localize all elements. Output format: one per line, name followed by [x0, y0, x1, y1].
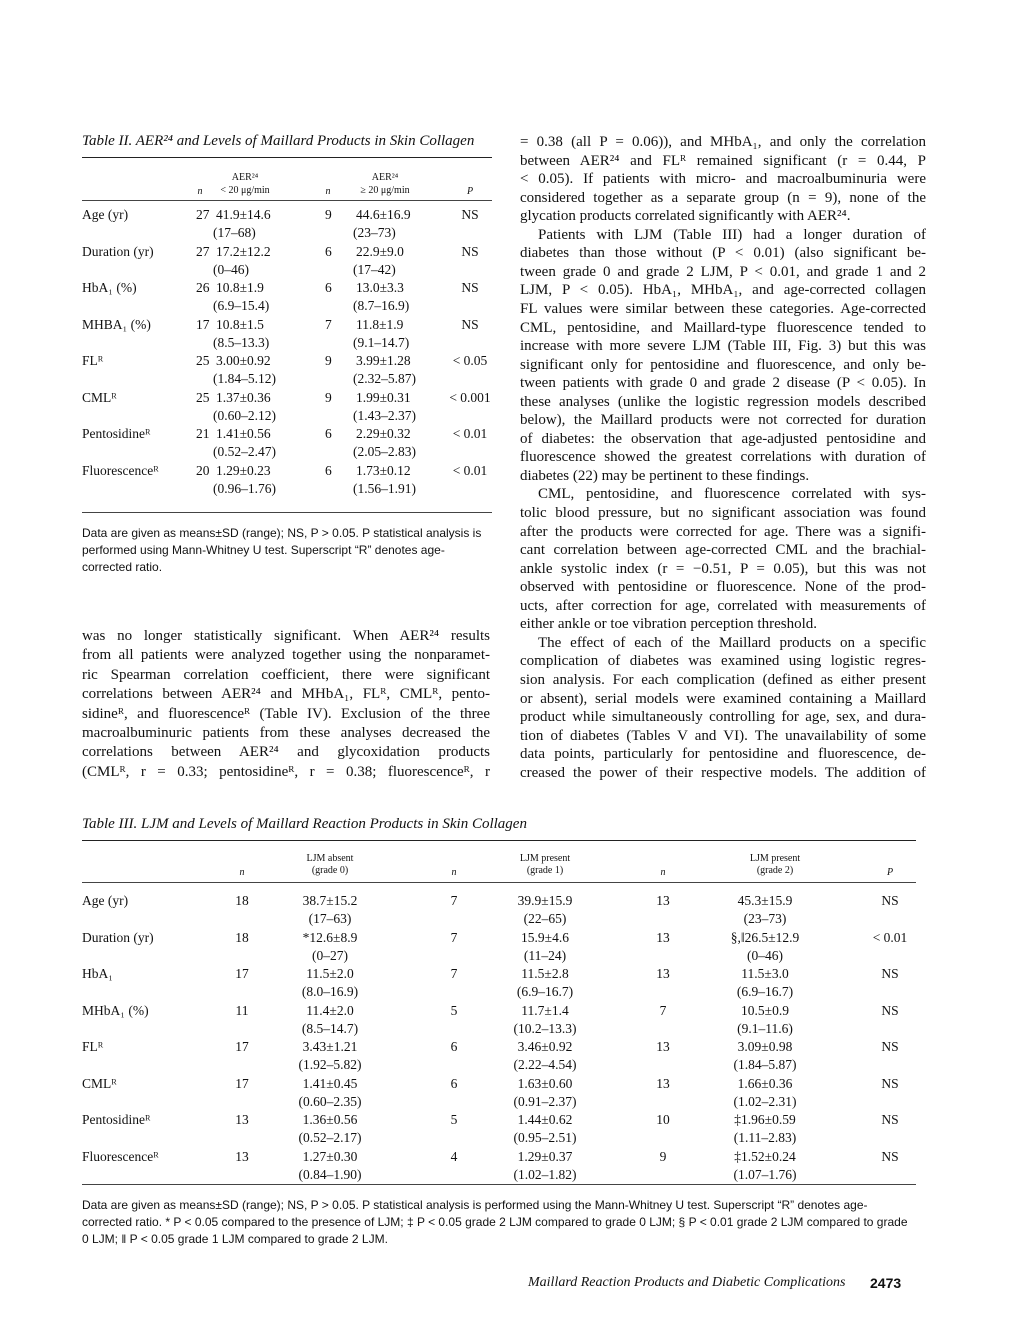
cell-p: NS: [881, 1075, 899, 1091]
row-label: FLᴿ: [82, 353, 104, 368]
text-line: between AER²⁴ and FLᴿ remained significant (r = 0.44, P: [520, 152, 926, 169]
table3-header-c3-bottom: (grade 2): [756, 865, 794, 876]
text-line: of diabetes: the observation that age-adjusted pentosidine and: [520, 430, 926, 447]
cell-p: NS: [881, 1112, 899, 1127]
text-line: LJM, P < 0.05). HbA₁, MHbA₁, and age-corrected collagen: [520, 282, 926, 299]
cell-range2: (6.9–16.7): [516, 984, 574, 999]
cell-range1: (0.60–2.35): [298, 1093, 362, 1109]
cell-range1: (8.5–14.7): [301, 1020, 359, 1036]
cell-n2: 9: [325, 389, 332, 405]
cell-n1: 17: [235, 1075, 249, 1091]
cell-n3: 7: [659, 1002, 667, 1018]
text-line: diabetes (22) may be pertinent to these findings.: [520, 467, 810, 484]
text-line: these analyses (unlike the logistic regression models described: [520, 393, 926, 410]
table2-note: Data are given as means±SD (range); NS, P > 0.05. P statistical analysis is performed using Mann-Whitney U test. Superscript “R” denotes age-corrected ratio.: [82, 526, 482, 574]
text-line: The effect of each of the Maillard products on a specific: [538, 634, 926, 651]
cell-n1: 17: [235, 1039, 249, 1054]
cell-n2: 5: [450, 1002, 458, 1018]
table2-header-n2: n: [325, 186, 331, 197]
cell-n2: 7: [325, 316, 332, 332]
cell-p: < 0.001: [449, 389, 491, 405]
text-line: ankle systolic index (r = −0.51, P = 0.05), but this was not: [520, 560, 926, 577]
row-label: Duration (yr): [82, 243, 154, 259]
cell-value2: 39.9±15.9: [517, 893, 573, 908]
row-label: MHBA₁ (%): [82, 316, 151, 332]
cell-value2: 1.73±0.12: [356, 462, 411, 478]
cell-range2: (1.56–1.91): [353, 480, 416, 496]
cell-value2: 11.7±1.4: [521, 1002, 569, 1018]
cell-value3: 10.5±0.9: [741, 1002, 789, 1018]
text-line: or absent), serial models were examined containing a Maillard: [520, 690, 926, 707]
cell-value3: 11.5±3.0: [741, 966, 789, 981]
cell-range1: (17–68): [213, 225, 256, 240]
cell-value2: 11.8±1.9: [356, 316, 404, 332]
cell-value3: 3.09±0.98: [737, 1039, 793, 1054]
table3-bottom-rule: [82, 1184, 916, 1185]
text-line: CML, pentosidine, and Maillard-type fluorescence tended to: [520, 319, 926, 336]
row-label: HbA₁: [82, 966, 113, 981]
cell-value3: ‡1.52±0.24: [734, 1148, 796, 1164]
cell-range1: (0.96–1.76): [213, 480, 276, 496]
table3-header-c1-top: LJM absent: [306, 853, 354, 864]
table2-header-col2-bottom: ≥ 20 μg/min: [360, 185, 410, 196]
cell-value2: 11.5±2.8: [521, 966, 569, 981]
cell-range1: (1.92–5.82): [298, 1057, 362, 1072]
text-line: CML, pentosidine, and fluorescence correlated with sys-: [538, 486, 926, 503]
text-line: sidineᴿ, and fluorescenceᴿ (Table IV). Exclusion of the three: [82, 705, 490, 722]
row-label: FLᴿ: [82, 1039, 104, 1054]
cell-value1: 41.9±14.6: [216, 207, 271, 222]
table2-header-col2-top: AER²⁴: [371, 172, 399, 183]
cell-value1: 1.41±0.45: [302, 1075, 358, 1091]
cell-n1: 26: [196, 280, 210, 295]
cell-range2: (17–42): [353, 261, 396, 277]
cell-n3: 13: [656, 893, 670, 908]
cell-p: NS: [881, 1148, 899, 1164]
text-line: cant correlation between age-corrected CML and the brachial-: [520, 542, 926, 559]
table3-caption: Table III. LJM and Levels of Maillard Reaction Products in Skin Collagen: [82, 816, 527, 832]
table2-header-n1: n: [197, 186, 203, 197]
table3-header-n2: n: [451, 867, 457, 878]
cell-value2: 15.9±4.6: [521, 929, 569, 945]
cell-value1: 17.2±12.2: [216, 243, 271, 259]
cell-range3: (1.07–1.76): [733, 1166, 797, 1182]
text-line: tween patients with grade 0 and grade 2 disease (P < 0.05). In: [520, 375, 926, 392]
row-label: CMLᴿ: [82, 1075, 117, 1091]
cell-value3: 1.66±0.36: [737, 1075, 793, 1091]
text-line: diabetes than those without (P < 0.01) (also significant be-: [520, 245, 926, 262]
cell-p: NS: [881, 1039, 899, 1054]
cell-value2: 2.29±0.32: [356, 426, 411, 441]
table2-bottom-rule: [82, 512, 492, 513]
cell-p: NS: [881, 966, 899, 981]
cell-n2: 6: [450, 1075, 458, 1091]
cell-n2: 6: [325, 280, 332, 295]
cell-p: < 0.01: [452, 426, 488, 441]
text-line: either ankle or toe vibration perception threshold.: [520, 616, 817, 633]
cell-n1: 18: [235, 893, 249, 908]
cell-value2: 1.29±0.37: [517, 1148, 573, 1164]
row-label: Fluorescenceᴿ: [82, 462, 159, 478]
cell-range1: (0.60–2.12): [213, 407, 276, 423]
cell-n2: 7: [450, 966, 458, 981]
cell-range2: (9.1–14.7): [353, 334, 410, 350]
text-line: correlations between AER²⁴ and MHbA₁, FLᴿ, CMLᴿ, pento-: [82, 686, 490, 703]
cell-n2: 6: [325, 243, 332, 259]
cell-range2: (1.02–1.82): [513, 1166, 577, 1182]
text-line: fluorescence showed the greatest correlations with duration of: [520, 449, 926, 466]
text-line: ucts, after correction for age, correlated with measurements of: [520, 597, 926, 614]
cell-n3: 9: [659, 1148, 667, 1164]
text-line: Patients with LJM (Table III) had a longer duration of: [538, 226, 926, 243]
cell-n2: 7: [450, 929, 458, 945]
cell-range1: (0.52–2.47): [213, 444, 276, 459]
table3-header-n3: n: [660, 867, 666, 878]
text-line: creased the power of their respective models. The addition of: [520, 764, 926, 781]
text-line: from all patients were analyzed together using the nonparamet-: [82, 647, 490, 664]
cell-range3: (1.11–2.83): [733, 1130, 797, 1145]
cell-range2: (0.95–2.51): [513, 1130, 577, 1145]
text-line: was no longer statistically significant. When AER²⁴ results: [82, 628, 490, 644]
table2-header-p: P: [466, 186, 474, 197]
cell-value1: 1.27±0.30: [302, 1148, 358, 1164]
table2-header-col1-bottom: < 20 μg/min: [220, 185, 270, 196]
text-line: significant only for pentosidine and fluorescence, and only be-: [520, 356, 926, 373]
cell-n1: 27: [196, 207, 210, 222]
table3-header-c1-bottom: (grade 0): [311, 865, 349, 876]
cell-value2: 22.9±9.0: [356, 243, 404, 259]
cell-n2: 7: [450, 893, 458, 908]
cell-n3: 13: [656, 929, 670, 945]
cell-range1: (0–46): [213, 261, 249, 277]
cell-n1: 13: [235, 1148, 249, 1164]
cell-value1: 1.37±0.36: [216, 389, 271, 405]
cell-range2: (23–73): [353, 225, 396, 240]
cell-n3: 10: [656, 1112, 670, 1127]
cell-range1: (0.52–2.17): [298, 1130, 362, 1145]
cell-n3: 13: [656, 1039, 670, 1054]
cell-value1: 1.41±0.56: [216, 426, 271, 441]
cell-n1: 27: [196, 243, 210, 259]
cell-value1: 1.29±0.23: [216, 462, 271, 478]
table2-header-col1-top: AER²⁴: [231, 172, 259, 183]
page-number: 2473: [870, 1275, 902, 1291]
cell-range2: (2.22–4.54): [513, 1057, 577, 1072]
cell-n2: 4: [450, 1148, 458, 1164]
text-line: macroalbuminuric patients from these analyses decreased the: [82, 725, 490, 741]
table3-header-p: P: [886, 867, 894, 878]
cell-value1: 38.7±15.2: [302, 893, 358, 908]
row-label: Pentosidineᴿ: [82, 1112, 151, 1127]
cell-value1: 11.5±2.0: [306, 966, 354, 981]
cell-range2: (22–65): [523, 911, 567, 926]
row-label: HbA₁ (%): [82, 280, 137, 295]
cell-range2: (11–24): [523, 947, 567, 963]
cell-n2: 6: [325, 426, 332, 441]
cell-range2: (10.2–13.3): [513, 1020, 577, 1036]
cell-p: NS: [881, 1002, 899, 1018]
row-label: Fluorescenceᴿ: [82, 1148, 159, 1164]
cell-n2: 6: [325, 462, 332, 478]
cell-range2: (0.91–2.37): [513, 1093, 577, 1109]
cell-n1: 13: [235, 1112, 249, 1127]
text-line: product while simultaneously controlling for age, sex, and dura-: [520, 709, 926, 726]
cell-n1: 11: [235, 1002, 249, 1018]
cell-range2: (2.05–2.83): [353, 444, 416, 459]
cell-value1: *12.6±8.9: [302, 929, 358, 945]
cell-p: NS: [461, 316, 479, 332]
cell-value2: 3.46±0.92: [517, 1039, 573, 1054]
cell-value3: 45.3±15.9: [737, 893, 793, 908]
cell-range1: (0–27): [312, 947, 348, 963]
cell-p: < 0.05: [452, 353, 488, 368]
table2-caption: Table II. AER²⁴ and Levels of Maillard Products in Skin Collagen: [82, 133, 475, 149]
table3-note: Data are given as means±SD (range); NS, P > 0.05. P statistical analysis is performed using the Mann-Whitney U test. Superscript “R” denotes age-corrected ratio. * P < 0.05 compared to the presence of LJM; ‡ P < 0.05 grade 2 LJM compared to grade 0 LJM; § P < 0.01 grade 2 LJM compared to grade 0 LJM; ‖ P < 0.05 grade 1 LJM compared to grade 2 LJM.: [82, 1198, 908, 1246]
text-line: tolic blood pressure, but no significant association was found: [520, 505, 926, 521]
cell-range3: (9.1–11.6): [737, 1020, 793, 1036]
text-line: correlations between AER²⁴ and glycoxidation products: [82, 744, 490, 761]
running-title: Maillard Reaction Products and Diabetic Complications: [528, 1275, 846, 1290]
cell-value3: §,‖26.5±12.9: [730, 929, 800, 945]
cell-value1: 1.36±0.56: [302, 1112, 358, 1127]
text-line: observed with pentosidine or fluorescence. None of the prod-: [520, 579, 926, 596]
cell-n1: 17: [196, 316, 210, 332]
cell-range1: (17–63): [308, 911, 352, 926]
row-label: Duration (yr): [82, 929, 154, 945]
cell-range3: (6.9–16.7): [736, 984, 794, 999]
cell-n3: 13: [656, 966, 670, 981]
row-label: CMLᴿ: [82, 389, 117, 405]
text-line: increase with more severe LJM (Table III, Fig. 3) but this was: [520, 338, 926, 355]
cell-n1: 21: [196, 426, 210, 441]
cell-value1: 3.00±0.92: [216, 353, 271, 368]
cell-value2: 44.6±16.9: [356, 207, 411, 222]
cell-n1: 20: [196, 462, 210, 478]
cell-value2: 13.0±3.3: [356, 280, 404, 295]
cell-n1: 25: [196, 353, 210, 368]
cell-n1: 25: [196, 389, 210, 405]
text-line: tion of diabetes (Tables V and VI). The unavailability of some: [520, 727, 926, 744]
row-label: MHbA₁ (%): [82, 1002, 149, 1018]
text-line: ric Spearman correlation coefficient, there were significant: [82, 666, 490, 683]
cell-range2: (2.32–5.87): [353, 371, 416, 386]
cell-range1: (0.84–1.90): [298, 1166, 362, 1182]
table2-header-rule: [82, 200, 492, 201]
cell-p: NS: [461, 243, 479, 259]
cell-value1: 10.8±1.9: [216, 280, 264, 295]
cell-n2: 9: [325, 207, 332, 222]
row-label: Age (yr): [82, 207, 129, 222]
cell-p: NS: [461, 207, 479, 222]
text-line: sion analysis. For each complication (defined as either present: [520, 671, 926, 688]
cell-value2: 1.63±0.60: [517, 1075, 573, 1091]
cell-value2: 1.99±0.31: [356, 389, 411, 405]
cell-n3: 13: [656, 1075, 670, 1091]
cell-n1: 17: [235, 966, 249, 981]
cell-value1: 3.43±1.21: [302, 1039, 358, 1054]
text-line: (CMLᴿ, r = 0.33; pentosidineᴿ, r = 0.38; fluorescenceᴿ, r: [82, 763, 490, 780]
cell-value1: 11.4±2.0: [306, 1002, 354, 1018]
cell-p: NS: [461, 280, 479, 295]
cell-value2: 3.99±1.28: [356, 353, 411, 368]
row-label: Age (yr): [82, 893, 129, 908]
cell-value1: 10.8±1.5: [216, 316, 264, 332]
cell-range3: (0–46): [747, 947, 783, 963]
text-line: considered together as a separate group (n = 9), none of the: [520, 189, 926, 206]
text-line: tween grade 0 and grade 2 LJM, P < 0.01, and grade 1 and 2: [520, 263, 926, 280]
cell-n2: 6: [450, 1039, 458, 1054]
cell-range2: (8.7–16.9): [353, 298, 410, 313]
cell-range1: (1.84–5.12): [213, 371, 276, 386]
text-line: data points, particularly for pentosidine and fluorescence, de-: [520, 746, 926, 763]
table3-header-c2-top: LJM present: [519, 853, 571, 864]
cell-p: < 0.01: [872, 929, 908, 945]
cell-n2: 9: [325, 353, 332, 368]
text-line: complication of diabetes was examined using logistic regres-: [520, 653, 926, 670]
cell-range3: (23–73): [743, 911, 787, 926]
text-line: glycation products correlated significantly with AER²⁴.: [520, 208, 851, 225]
text-line: below), the Maillard products were not corrected for duration: [520, 412, 926, 429]
cell-range1: (8.5–13.3): [213, 334, 270, 350]
table3-top-rule: [82, 840, 916, 841]
table2-top-rule: [82, 157, 492, 158]
cell-range1: (8.0–16.9): [301, 984, 359, 999]
table3-header-rule: [82, 882, 916, 883]
cell-value3: ‡1.96±0.59: [734, 1112, 796, 1127]
table3-header-c3-top: LJM present: [749, 853, 801, 864]
row-label: Pentosidineᴿ: [82, 426, 151, 441]
cell-n1: 18: [235, 929, 249, 945]
table3-header-n1: n: [239, 867, 245, 878]
cell-range3: (1.84–5.87): [733, 1057, 797, 1072]
cell-value2: 1.44±0.62: [517, 1112, 573, 1127]
text-line: = 0.38 (all P = 0.06)), and MHbA₁, and only the correlation: [520, 134, 926, 150]
text-line: FL values were similar between these categories. Age-corrected: [520, 300, 926, 317]
cell-range2: (1.43–2.37): [353, 407, 416, 423]
cell-range3: (1.02–2.31): [733, 1093, 797, 1109]
cell-n2: 5: [450, 1112, 458, 1127]
cell-range1: (6.9–15.4): [213, 298, 270, 313]
text-line: < 0.05). If patients with micro- and macroalbuminuria were: [520, 171, 926, 188]
cell-p: NS: [881, 893, 899, 908]
table3-header-c2-bottom: (grade 1): [526, 865, 564, 876]
cell-p: < 0.01: [452, 462, 488, 478]
text-line: after the products were corrected for age. There was a signifi-: [520, 523, 926, 540]
